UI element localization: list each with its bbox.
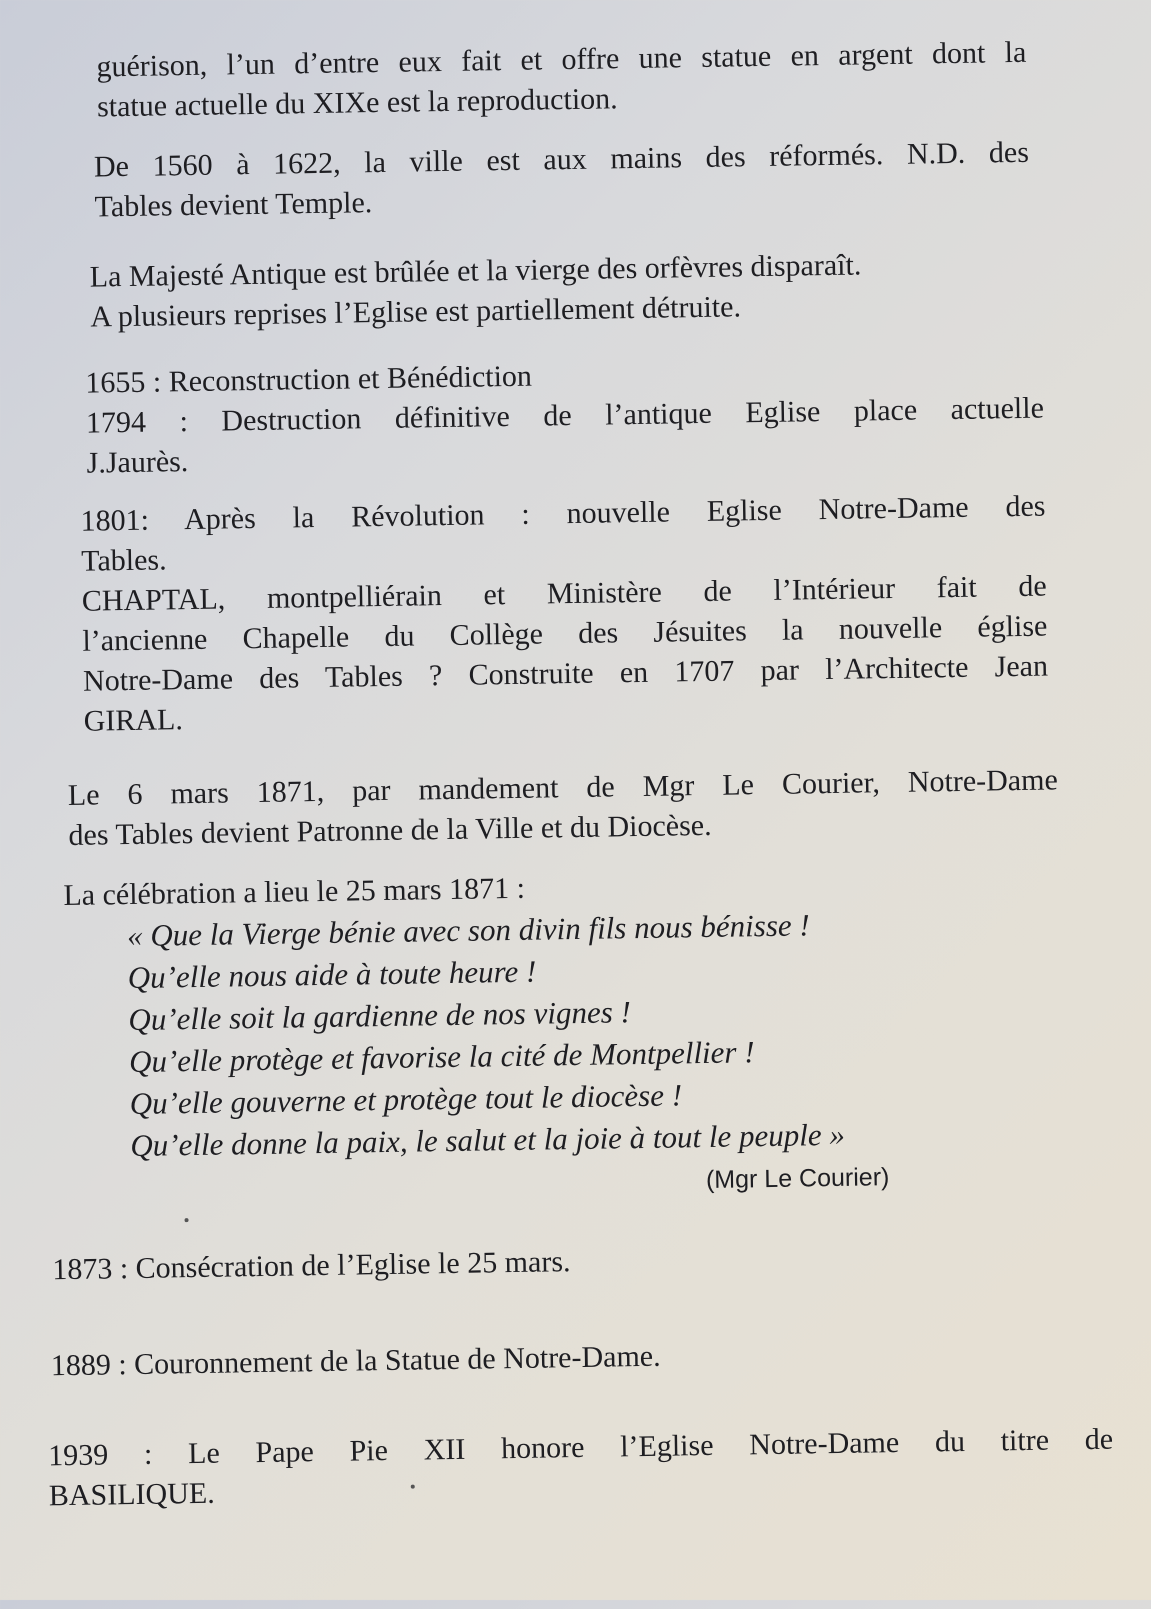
text-line: J.Jaurès. <box>86 445 189 480</box>
paragraph-1655-1794 <box>85 349 1045 484</box>
quote-line: Qu’elle protège et favorise la cité de Montpellier ! <box>128 1034 755 1080</box>
paper-speck <box>185 1218 189 1222</box>
text-line: La Majesté Antique est brûlée et la vierge des orfèvres disparaît. <box>89 248 862 294</box>
text-line: l’ancienne Chapelle du Collège des Jésuites la nouvelle église <box>82 609 1048 658</box>
paragraph-guerison <box>96 33 1027 128</box>
paragraph-1873 <box>52 1242 571 1290</box>
text-line: statue actuelle du XIXe est la reproduction. <box>96 82 618 124</box>
text-line: 1794 : Destruction définitive de l’antique Eglise place actuelle <box>85 391 1045 440</box>
quote-line: Qu’elle soit la gardienne de nos vignes ! <box>128 994 632 1038</box>
text-line: A plusieurs reprises l’Eglise est partiellement détruite. <box>90 290 742 334</box>
quote-line: Qu’elle gouverne et protège tout le diocèse ! <box>129 1077 683 1122</box>
text-line: guérison, l’un d’entre eux fait et offre une statue en argent dont la <box>96 35 1027 84</box>
text-line: La célébration a lieu le 25 mars 1871 : <box>63 871 526 913</box>
quote-line: « Que la Vierge bénie avec son divin fils nous bénisse ! <box>126 907 810 954</box>
text-line: BASILIQUE. <box>48 1476 215 1513</box>
text-line: 1655 : Reconstruction et Bénédiction <box>85 359 533 400</box>
text-line: 1889 : Couronnement de la Statue de Notre-Dame. <box>50 1339 661 1383</box>
quote-line: Qu’elle nous aide à toute heure ! <box>127 953 537 996</box>
paragraph-1939 <box>48 1420 1114 1517</box>
text-line: GIRAL. <box>83 703 184 738</box>
text-line: Tables. <box>80 543 167 578</box>
paragraph-1871-mandement <box>68 760 1059 856</box>
paragraph-reformes <box>94 133 1030 228</box>
quote-line: Qu’elle donne la paix, le salut et la joie à tout le peuple » <box>130 1116 846 1164</box>
text-line: Notre-Dame des Tables ? Construite en 1707 par l’Architecte Jean <box>82 649 1049 698</box>
text-line: De 1560 à 1622, la ville est aux mains des réformés. N.D. des <box>93 135 1030 184</box>
prayer-quote <box>127 904 845 1167</box>
text-line: 1801: Après la Révolution : nouvelle Eglise Notre-Dame des <box>80 489 1046 538</box>
text-line: 1873 : Consécration de l’Eglise le 25 mars. <box>52 1245 571 1287</box>
quote-attribution: (Mgr Le Courier) <box>705 1163 890 1194</box>
text-line: CHAPTAL, montpelliérain et Ministère de l’Intérieur fait de <box>81 569 1047 618</box>
text-line: 1939 : Le Pape Pie XII honore l’Eglise Notre-Dame du titre de <box>47 1422 1114 1473</box>
paragraph-1801 <box>80 487 1049 742</box>
paragraph-majeste <box>89 245 862 337</box>
text-line: des Tables devient Patronne de la Ville et du Diocèse. <box>68 808 712 852</box>
paper-speck <box>411 1485 415 1489</box>
text-line: Le 6 mars 1871, par mandement de Mgr Le Courier, Notre-Dame <box>67 763 1059 812</box>
text-line: Tables devient Temple. <box>94 186 373 224</box>
paragraph-1889 <box>51 1337 661 1387</box>
